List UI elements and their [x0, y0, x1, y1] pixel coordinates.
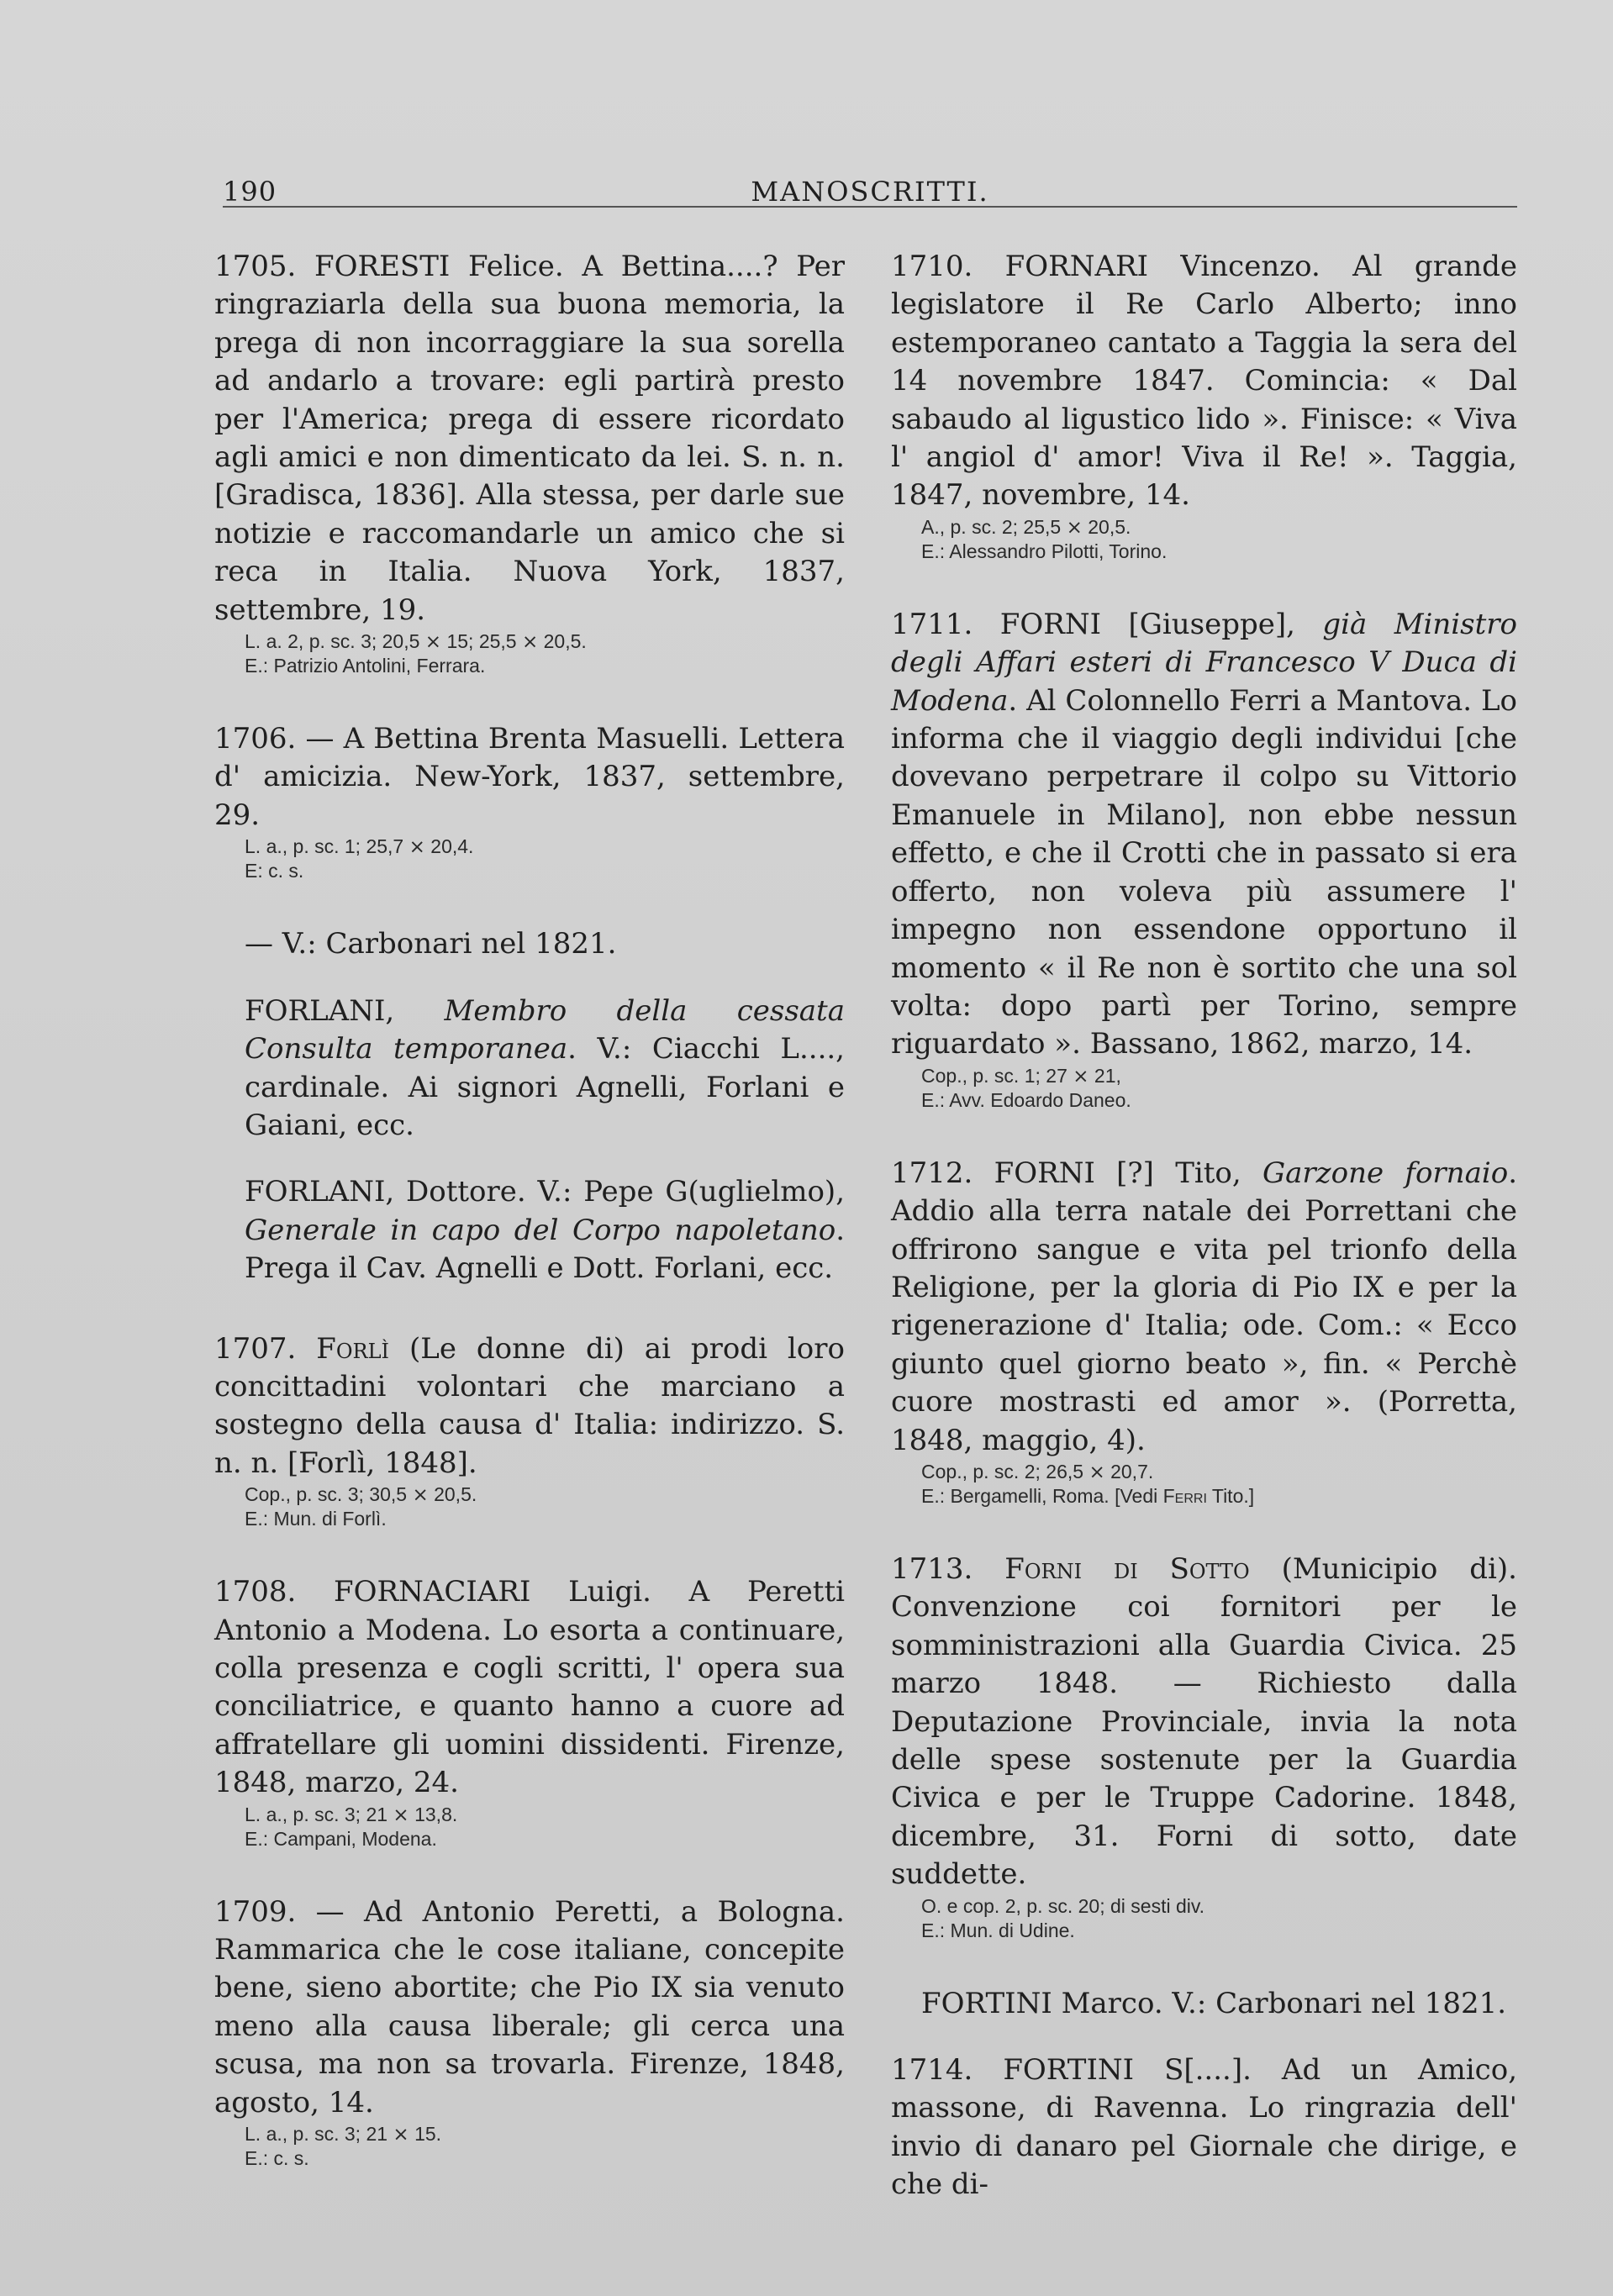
entry-1711 — [891, 606, 1517, 1113]
page-number: 190 — [223, 176, 277, 208]
entry-lead: FORLANI, Dottore. V.: Pepe G(uglielmo), — [245, 1175, 845, 1209]
entry-note: E.: c. s. — [245, 2147, 309, 2170]
entry-text: 1706. — A Bettina Brenta Masuelli. Lettera d' amicizia. New-York, 1837, settembre, 29. — [214, 722, 845, 832]
entry-place: Forlì — [316, 1331, 390, 1366]
entry-note: Cop., p. sc. 2; 26,5 ⨯ 20,7. — [921, 1460, 1154, 1482]
xref-text: — V.: Carbonari nel 1821. — [245, 927, 617, 961]
note-part: E.: Bergamelli, Roma. [Vedi — [921, 1484, 1163, 1507]
cross-reference — [891, 1985, 1517, 2023]
entry-1708 — [214, 1573, 845, 1851]
entry-note: Cop., p. sc. 3; 30,5 ⨯ 20,5. — [245, 1483, 477, 1506]
entry-1707 — [214, 1330, 845, 1532]
entry-note: Cop., p. sc. 1; 27 ⨯ 21, — [921, 1064, 1121, 1087]
entry-1712 — [891, 1155, 1517, 1509]
entry-text: 1708. FORNACIARI Luigi. A Peretti Antonio a Modena. Lo esorta a continuare, colla presenza e cogli scritti, l' opera sua conciliatrice, e quanto hanno a cuore ad affratellare gli uomini dissidenti. Firenze, 1848, marzo, 24. — [214, 1575, 845, 1800]
entry-note: E.: Avv. Edoardo Daneo. — [921, 1088, 1131, 1111]
entry-place: Forni di Sotto — [1004, 1551, 1250, 1586]
right-column — [891, 248, 1517, 2246]
left-column — [214, 248, 845, 2213]
xref-text: FORTINI Marco. V.: Carbonari nel 1821. — [921, 1986, 1507, 2020]
entry-title: già Ministro degli Affari esteri di Francesco V Duca di Modena — [891, 607, 1517, 718]
entry-note: A., p. sc. 2; 25,5 ⨯ 20,5. — [921, 515, 1131, 538]
note-part: Tito.] — [1206, 1484, 1255, 1507]
entry-note: E.: Alessandro Pilotti, Torino. — [921, 540, 1168, 562]
entry-note: L. a. 2, p. sc. 3; 20,5 ⨯ 15; 25,5 ⨯ 20,5. — [245, 630, 587, 653]
entry-number: 1707. — [214, 1331, 317, 1366]
entry-1705 — [214, 248, 845, 678]
entry-note — [891, 1484, 1517, 1509]
entry-title: Garzone fornaio — [1262, 1156, 1509, 1190]
note-name: Ferri — [1162, 1484, 1207, 1507]
entry-1714 — [891, 2051, 1517, 2204]
entry-text: (Municipio di). Convenzione coi fornitori per le somministrazioni alla Guardia Civica. 25 marzo 1848. — Richiesto dalla Deputazione Provinciale, invia la nota delle spese sostenute per la Guardia Civica e per le Truppe Cadorine. 1848, dicembre, 31. Forni di sotto, date suddette. — [891, 1551, 1517, 1892]
entry-text: 1710. FORNARI Vincenzo. Al grande legislatore il Re Carlo Alberto; inno estemporaneo cantato a Taggia la sera del 14 novembre 1847. Comincia: « Dal sabaudo al ligustico lido ». Finisce: « Viva l' angiol d' amor! Viva il Re! ». Taggia, 1847, novembre, 14. — [891, 250, 1517, 513]
entry-text: 1705. FORESTI Felice. A Bettina....? Per ringraziarla della sua buona memoria, la prega di non incorraggiare la sua sorella ad andarlo a trovare: egli partirà presto per l'America; prega di essere ricordato agli amici e non dimenticato da lei. S. n. n. [Gradisca, 1836]. Alla stessa, per darle sue notizie e raccomandarle un amico che si reca in Italia. Nuova York, 1837, settembre, 19. — [214, 250, 845, 627]
entry-note: L. a., p. sc. 3; 21 ⨯ 13,8. — [245, 1803, 458, 1825]
entry-note: E: c. s. — [245, 860, 304, 882]
entry-text: . Addio alla terra natale dei Porrettani che offrirono sangue e vita pel trionfo della Religione, per la gloria di Pio IX e per la rigenerazione d' Italia; ode. Com.: « Ecco giunto quel giorno beato », fin. « Perchè cuore mostrasti ed amor ». (Porretta, 1848, maggio, 4). — [891, 1156, 1518, 1457]
entry-1709 — [214, 1893, 845, 2171]
entry-note: L. a., p. sc. 1; 25,7 ⨯ 20,4. — [245, 835, 474, 858]
entry-note: E.: Patrizio Antolini, Ferrara. — [245, 655, 486, 677]
entry-1713 — [891, 1551, 1517, 1943]
entry-1710 — [891, 248, 1517, 564]
running-title: MANOSCRITTI. — [751, 176, 989, 208]
entry-title: Generale in capo del Corpo napoletano — [245, 1213, 836, 1247]
entry-note: L. a., p. sc. 3; 21 ⨯ 15. — [245, 2123, 442, 2146]
entry-text: . Al Colonnello Ferri a Mantova. Lo informa che il viaggio degli individui [che dovevano perpetrare il colpo su Vittorio Emanuele in Milano], non ebbe nessun effetto, e che il Crotti che in passato si era offerto, non voleva più assumere l' impegno non essendone opportuno il momento « il Re non è sortito che una sol volta: dopo partì per Torino, sempre riguardato ». Bassano, 1862, marzo, 14. — [891, 683, 1517, 1061]
entry-note: O. e cop. 2, p. sc. 20; di sesti div. — [921, 1894, 1205, 1917]
entry-text: (Le donne di) ai prodi loro concittadini volontari che marciano a sostegno della causa d' Italia: indirizzo. S. n. n. [Forlì, 1848]. — [214, 1331, 845, 1480]
entry-rest: . Prega il Cav. Agnelli e Dott. Forlani, ecc. — [245, 1213, 845, 1286]
entry-note: E.: Mun. di Udine. — [921, 1919, 1075, 1941]
entry-note: E.: Campani, Modena. — [245, 1827, 437, 1850]
entry-forlani-1 — [214, 993, 845, 1145]
page-header — [223, 172, 1517, 208]
entry-title: Membro della cessata Consulta temporanea — [245, 993, 845, 1066]
entry-lead: FORLANI, — [245, 993, 445, 1028]
entry-text: 1714. FORTINI S[....]. Ad un Amico, massone, di Ravenna. Lo ringrazia dell' invio di danaro pel Giornale che dirige, e che di- — [891, 2053, 1517, 2202]
entry-number: 1713. — [891, 1551, 1005, 1586]
entry-forlani-2 — [214, 1173, 845, 1288]
entry-lead: 1711. FORNI [Giuseppe], — [891, 607, 1323, 641]
entry-1706 — [214, 720, 845, 883]
cross-reference — [214, 925, 845, 963]
entry-rest: . V.: Ciacchi L...., cardinale. Ai signori Agnelli, Forlani e Gaiani, ecc. — [245, 1032, 845, 1142]
entry-note: E.: Mun. di Forlì. — [245, 1508, 387, 1530]
entry-lead: 1712. FORNI [?] Tito, — [891, 1156, 1262, 1190]
entry-text: 1709. — Ad Antonio Peretti, a Bologna. Rammarica che le cose italiane, concepite bene, sieno abortite; che Pio IX sia venuto meno alla causa liberale; gli cerca una scusa, ma non sa trovarla. Firenze, 1848, agosto, 14. — [214, 1894, 845, 2120]
